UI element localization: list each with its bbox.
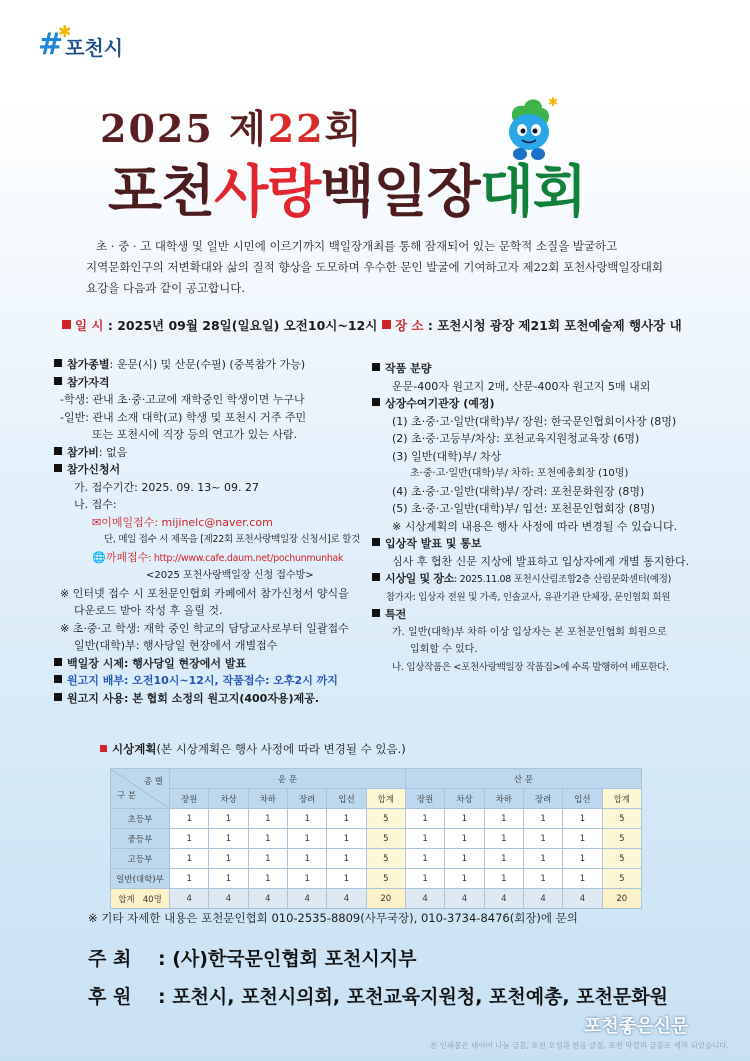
date-value: : 2025년 09월 28일(일요일) 오전10시~12시 (107, 318, 378, 333)
total-cell: 4 (248, 889, 287, 909)
left-column (54, 356, 380, 707)
host-value: : (사)한국문인협회 포천시지부 (158, 948, 417, 970)
fee-row (54, 444, 380, 462)
column-header: 장려 (287, 789, 326, 809)
table-total-row (111, 889, 642, 909)
benefit-item: 가. 일반(대학)부 차하 이상 입상자는 본 포천문인협회 회원으로 (392, 626, 667, 638)
table-cell: 5 (366, 849, 405, 869)
table-cell: 1 (445, 849, 484, 869)
table-cell: 1 (484, 809, 523, 829)
bullet-icon (372, 398, 380, 406)
paper-row: 원고지 배부: 오전10시~12시, 작품접수: 오후2시 까지 (54, 672, 380, 690)
cafe-link[interactable]: : http://www.cafe.daum.net/pochunmunhak (148, 552, 344, 564)
fee-heading: 참가비 (67, 445, 99, 459)
column-header: 입선 (327, 789, 366, 809)
intro-text (86, 236, 676, 299)
table-cell: 1 (523, 869, 562, 889)
row-label: 일반(대학)부 (111, 869, 170, 889)
note-general: 일반(대학)부: 행사당일 현장에서 개별접수 (74, 639, 278, 652)
ceremony-attendees: 참가자: 입상자 전원 및 가족, 인솔교사, 유관기관 단체장, 문인협회 회원 (386, 591, 671, 603)
table-cell: 1 (445, 869, 484, 889)
table-cell: 1 (445, 809, 484, 829)
qualification-heading: 참가자격 (54, 374, 380, 392)
table-row (111, 809, 642, 829)
qualification-general: -일반: 관내 소재 대학(교) 학생 및 포천시 거주 주민 (60, 410, 307, 424)
benefit-item-cont: 입회할 수 있다. (410, 644, 478, 655)
total-label: 합계 40명 (111, 889, 170, 909)
notice-heading: 입상작 발표 및 통보 (372, 535, 712, 553)
bullet-icon (54, 675, 62, 683)
host-row (88, 944, 416, 971)
total-cell: 4 (484, 889, 523, 909)
category-heading: 참가종별 (67, 358, 110, 371)
place-label: 장 소 (395, 318, 424, 333)
table-cell: 1 (445, 829, 484, 849)
column-header: 합계 (602, 789, 641, 809)
qualification-general-cont: 또는 포천시에 직장 등의 연고가 있는 사람. (92, 428, 298, 441)
table-cell: 1 (327, 809, 366, 829)
table-cell: 1 (287, 809, 326, 829)
table-cell: 1 (563, 849, 602, 869)
application-method: 나. 접수: (74, 498, 117, 511)
cafe-note: <2025 포천사랑백일장 신청 접수방> (146, 570, 314, 581)
table-cell: 1 (170, 869, 209, 889)
column-header: 장려 (523, 789, 562, 809)
table-cell: 1 (484, 829, 523, 849)
table-cell: 1 (563, 869, 602, 889)
row-label: 초등부 (111, 809, 170, 829)
globe-icon: 🌐 (92, 550, 106, 564)
place-value: : 포천시청 광장 제21회 포천예술제 행사장 내 (427, 318, 682, 333)
bullet-icon (54, 447, 62, 455)
total-cell: 20 (602, 889, 641, 909)
table-cell: 1 (248, 869, 287, 889)
award-heading: 상장수여기관장 (예정) (372, 395, 712, 413)
award-item: (4) 초·중·고·일반(대학)부/ 장려: 포천문화원장 (8명) (392, 484, 645, 498)
table-cell: 1 (405, 829, 444, 849)
ceremony-value: : 2025.11.08 포천시산림조합2층 산림문화센터(예정) (454, 574, 672, 585)
note-internet-cont: 다운로드 받아 작성 후 올릴 것. (74, 604, 223, 617)
volume-value: 운문-400자 원고지 2매, 산문-400자 원고지 5매 내외 (392, 379, 651, 393)
place-row (382, 316, 682, 334)
intro-line: 요강을 다음과 같이 공고합니다. (86, 281, 246, 295)
volume-heading: 작품 분량 (372, 360, 712, 378)
bullet-icon (100, 745, 107, 752)
table-row (111, 829, 642, 849)
table-cell: 1 (170, 809, 209, 829)
topic-row: 백일장 시제: 행사당일 현장에서 발표 (54, 655, 380, 673)
pocheon-logo (38, 22, 124, 62)
award-item-cont: 초·중·고·일반(대학)부/ 차하: 포천예총회장 (10명) (410, 468, 629, 479)
total-cell: 4 (209, 889, 248, 909)
right-column (372, 360, 712, 676)
bullet-icon (54, 693, 62, 701)
table-cell: 5 (602, 809, 641, 829)
table-cell: 1 (523, 829, 562, 849)
table-cell: 1 (563, 809, 602, 829)
category-row (54, 356, 380, 374)
total-cell: 4 (405, 889, 444, 909)
table-cell: 1 (327, 829, 366, 849)
title-number: 22 (267, 106, 325, 151)
svg-text:✱: ✱ (548, 96, 558, 109)
table-cell: 1 (405, 849, 444, 869)
column-header: 합계 (366, 789, 405, 809)
host-label: 주 최 (88, 948, 132, 970)
table-cell: 1 (405, 809, 444, 829)
event-main-title (108, 148, 586, 228)
row-label: 고등부 (111, 849, 170, 869)
table-cell: 5 (602, 849, 641, 869)
table-cell: 1 (209, 809, 248, 829)
bullet-icon (54, 658, 62, 666)
table-cell: 1 (248, 809, 287, 829)
cafe-row (54, 549, 380, 568)
table-cell: 1 (287, 849, 326, 869)
group-verse: 운 문 (170, 769, 406, 789)
table-cell: 5 (602, 829, 641, 849)
newspaper-watermark: 포천좋은신문 (584, 1016, 689, 1037)
topic-value: : 행사당일 현장에서 발표 (123, 656, 247, 670)
contact-note: ※ 기타 자세한 내용은 포천문인협회 010-2535-8809(사무국장), 010-3734-8476(회장)에 문의 (88, 911, 578, 925)
column-header: 장원 (405, 789, 444, 809)
bullet-icon (54, 359, 62, 367)
column-header: 입선 (563, 789, 602, 809)
table-cell: 5 (366, 829, 405, 849)
column-header: 장원 (170, 789, 209, 809)
table-cell: 1 (484, 849, 523, 869)
total-cell: 4 (445, 889, 484, 909)
award-item: (2) 초·중·고등부/차상: 포천교육지원청교육장 (6명) (392, 432, 640, 445)
email-note: 단, 메일 접수 시 제목을 [제22회 포천사랑백일장 신청서]로 할것 (104, 534, 360, 545)
column-header: 차상 (209, 789, 248, 809)
email-link[interactable]: : mijinelc@naver.com (154, 515, 273, 529)
event-year-title (100, 98, 363, 153)
sponsor-value: : 포천시, 포천시의회, 포천교육지원청, 포천예총, 포천문화원 (158, 986, 669, 1008)
benefit-item: 나. 입상작품은 <포천사랑백일장 작품집>에 수록 발행하여 배포한다. (392, 661, 669, 673)
table-corner: 종 별 구 분 (111, 769, 170, 809)
email-label: 이메일접수 (101, 515, 155, 529)
table-cell: 1 (209, 869, 248, 889)
email-row (54, 514, 380, 532)
table-cell: 1 (484, 869, 523, 889)
table-cell: 1 (523, 809, 562, 829)
cafe-label: 까페접수 (105, 550, 149, 564)
column-header: 차하 (484, 789, 523, 809)
table-cell: 5 (366, 869, 405, 889)
bullet-icon (62, 320, 71, 329)
title-part-love: 사랑 (214, 159, 321, 225)
bullet-icon (372, 609, 380, 617)
total-cell: 4 (287, 889, 326, 909)
font-footnote: 본 인쇄물은 네이버 나눔 글꼴, 포천 오성과 한음 글꼴, 포천 막걸리 글꼴로 제작 되었습니다. (430, 1041, 729, 1050)
benefit-heading: 특전 (372, 606, 712, 624)
title-prefix: 2025 제 (100, 106, 268, 151)
total-cell: 4 (523, 889, 562, 909)
column-header: 차상 (445, 789, 484, 809)
sponsor-label: 후 원 (88, 986, 132, 1008)
star-icon: ✱ (58, 22, 72, 41)
ceremony-row: 시상일 및 장소: 2025.11.08 포천시산림조합2층 산림문화센터(예정) (372, 570, 712, 589)
category-value: : 운문(시) 및 산문(수필) (중복참가 가능) (109, 358, 306, 371)
table-cell: 1 (209, 829, 248, 849)
table-cell: 1 (327, 849, 366, 869)
intro-line: 지역문화인구의 저변확대와 삶의 질적 향상을 도모하며 우수한 문인 발굴에 기여하고자 제22회 포천사랑백일장대회 (86, 260, 663, 274)
title-part-pocheon: 포천 (108, 159, 215, 225)
paper-use-row: 원고지 사용: 본 협회 소정의 원고지(400자용)제공. (54, 690, 380, 708)
title-suffix: 회 (324, 106, 364, 151)
table-row (111, 849, 642, 869)
note-internet: ※ 인터넷 접수 시 포천문인협회 카페에서 참가신청서 양식을 (60, 586, 349, 600)
award-item: (3) 일반(대학)부/ 차상 (392, 449, 502, 463)
table-cell: 5 (602, 869, 641, 889)
total-cell: 4 (327, 889, 366, 909)
group-prose: 산 문 (405, 769, 641, 789)
table-cell: 1 (327, 869, 366, 889)
note-students: ※ 초·중·고 학생: 재학 중인 학교의 담당교사로부터 일괄접수 (60, 621, 349, 635)
total-cell: 20 (366, 889, 405, 909)
bullet-icon (54, 464, 62, 472)
table-cell: 5 (366, 809, 405, 829)
date-label: 일 시 (75, 318, 104, 333)
table-cell: 1 (248, 849, 287, 869)
application-period: 가. 접수기간: 2025. 09. 13~ 09. 27 (74, 480, 260, 494)
row-label: 중등부 (111, 829, 170, 849)
intro-line: 초 · 중 · 고 대학생 및 일반 시민에 이르기까지 백일장개최를 통해 잠재되어 있는 문학적 소질을 발굴하고 (96, 239, 618, 253)
table-title: 시상계획(본 시상계획은 행사 사정에 따라 변경될 수 있음.) (100, 741, 406, 757)
bullet-icon (54, 377, 62, 385)
table-cell: 1 (523, 849, 562, 869)
award-item: (5) 초·중·고·일반(대학)부/ 입선: 포천문인협회장 (8명) (392, 502, 655, 515)
bullet-icon (372, 538, 380, 546)
table-cell: 1 (287, 829, 326, 849)
qualification-student: -학생: 관내 초·중·고교에 재학중인 학생이면 누구나 (60, 393, 305, 406)
title-part-contest: 대회 (479, 159, 586, 225)
date-row (62, 316, 377, 334)
table-cell: 1 (405, 869, 444, 889)
bullet-icon (372, 573, 380, 581)
table-row (111, 869, 642, 889)
application-heading: 참가신청서 (54, 461, 380, 479)
sponsor-row (88, 982, 668, 1009)
total-cell: 4 (170, 889, 209, 909)
bullet-icon (372, 363, 380, 371)
table-cell: 1 (248, 829, 287, 849)
bullet-icon (382, 320, 391, 329)
hash-icon: # (38, 27, 64, 62)
table-cell: 1 (170, 829, 209, 849)
total-cell: 4 (563, 889, 602, 909)
paper-use-value: : 본 협회 소정의 원고지(400자용)제공. (123, 691, 320, 705)
table-cell: 1 (209, 849, 248, 869)
table-cell: 1 (563, 829, 602, 849)
fee-value: : 없음 (98, 445, 128, 459)
column-header: 차하 (248, 789, 287, 809)
award-table (110, 768, 642, 909)
award-note: ※ 시상계획의 내용은 행사 사정에 따라 변경될 수 있습니다. (392, 519, 678, 533)
award-item: (1) 초·중·고·일반(대학)부/ 장원: 한국문인협회이사장 (8명) (392, 414, 677, 428)
logo-text: 포천시 (65, 36, 124, 60)
notice-value: 심사 후 협찬 신문 지상에 발표하고 입상자에게 개별 통지한다. (392, 554, 690, 568)
title-part-baekiljang: 백일장 (320, 159, 480, 225)
mail-icon: ✉ (92, 515, 102, 529)
table-cell: 1 (170, 849, 209, 869)
table-cell: 1 (287, 869, 326, 889)
